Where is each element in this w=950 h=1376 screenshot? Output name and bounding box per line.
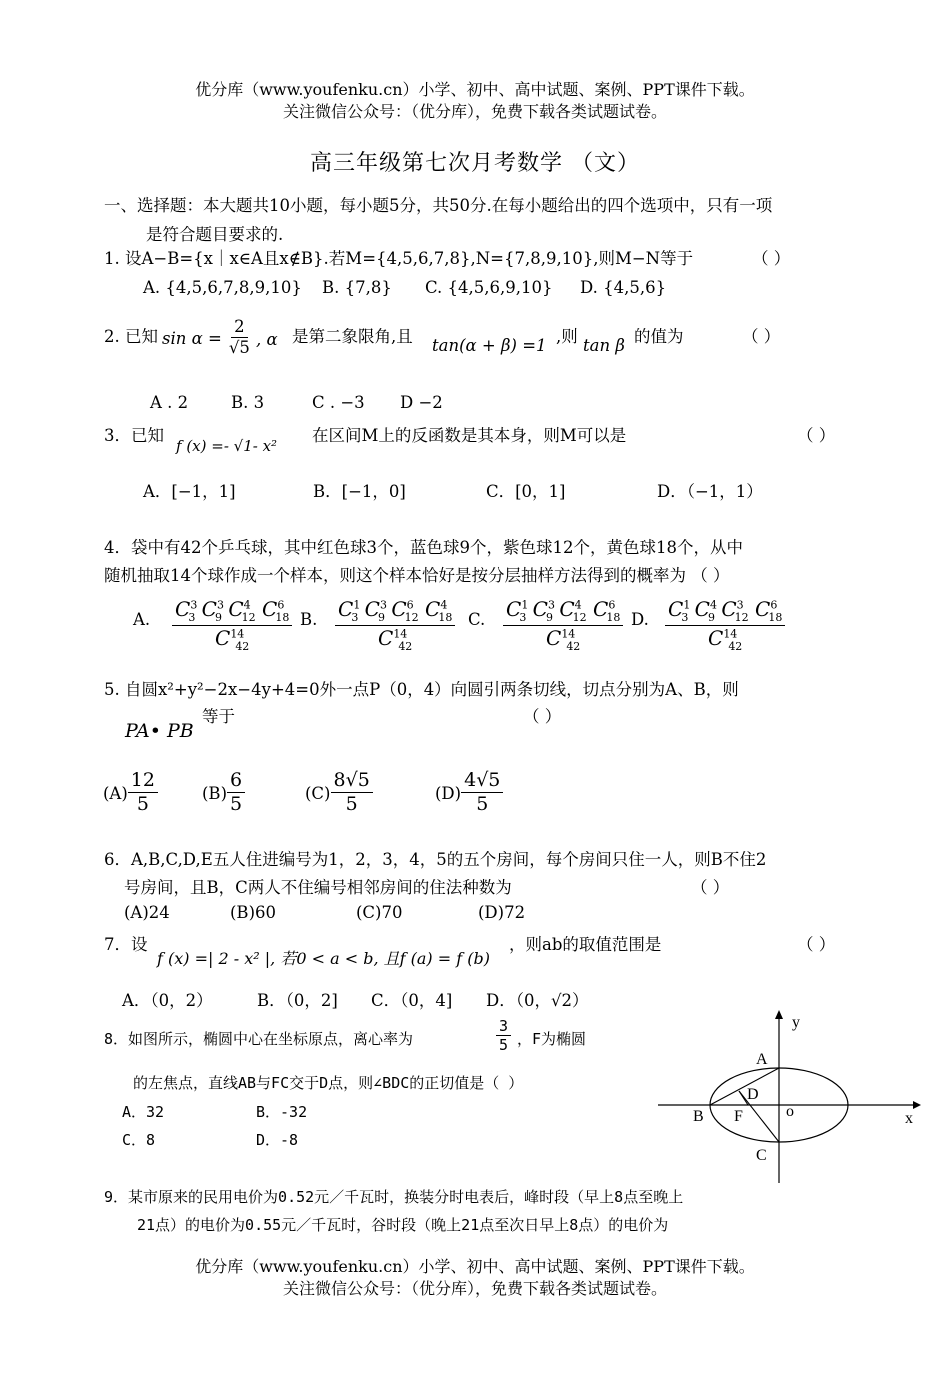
q7-function: f (x) =| 2 - x² |, 若0 < a < b, 且f (a) = f (b) (157, 949, 490, 968)
q8-option-b: B．-32 (256, 1103, 308, 1121)
q3-lead: 3．已知 (104, 426, 164, 445)
q2-bracket: （ ） (742, 327, 781, 346)
q2-option-b: B. 3 (231, 393, 265, 412)
q5-bracket: （ ） (523, 707, 562, 726)
q3-option-d: D．（−1，1） (657, 482, 763, 501)
q1-option-d: D. {4,5,6} (580, 278, 667, 297)
q4-option-b-label: B. (300, 610, 318, 629)
footer-line-1: 优分库（www.youfenku.cn）小学、初中、高中试题、案例、PPT课件下载。 (195, 1257, 755, 1276)
x-axis-arrow-icon (913, 1101, 921, 1109)
q5-option-c-fraction (331, 770, 373, 817)
q8-line-1-lead: 8．如图所示，椭圆中心在坐标原点，离心率为 (104, 1030, 414, 1048)
q5-option-b-label: (B) (202, 783, 227, 803)
fig-label-a: A (756, 1051, 768, 1068)
q9-line-1: 9．某市原来的民用电价为0.52元／千瓦时，换装分时电表后，峰时段（早上8点至晚上 (104, 1188, 684, 1206)
q8-option-a: A．32 (122, 1103, 165, 1121)
q1-stem: 1. 设A−B={x｜x∈A且x∉B}.若M={4,5,6,7,8},N={7,8,9,10},则M−N等于 (104, 249, 694, 268)
q1-bracket: （ ） (752, 249, 791, 268)
q8-line-2: 的左焦点，直线AB与FC交于D点，则∠BDC的正切值是（ ） (133, 1074, 524, 1092)
fig-label-b: B (693, 1108, 704, 1125)
q6-option-b: (B)60 (230, 903, 276, 922)
q3-text: 在区间M上的反函数是其本身，则M可以是 (312, 426, 627, 445)
q6-line-1: 6．A,B,C,D,E五人住进编号为1，2，3，4，5的五个房间，每个房间只住一人，则B不住2 (104, 850, 767, 869)
q5-option-a-label: (A) (103, 783, 128, 803)
q2-fraction (226, 318, 253, 359)
q6-option-c: (C)70 (356, 903, 403, 922)
q8-option-d: D．-8 (256, 1131, 299, 1149)
section-intro-line-2: 是符合题目要求的. (146, 225, 284, 244)
q7-option-d: D．（0，√2） (486, 991, 589, 1010)
q5-vector-product: PA• PB (125, 720, 194, 742)
page-title: 高三年级第七次月考数学 （文） (310, 151, 640, 176)
q2-then: ,则 (556, 327, 578, 346)
q7-option-c: C．（0，4] (371, 991, 453, 1010)
q5-option-d-denominator: 5 (476, 792, 489, 815)
q8-eccentricity-numerator: 3 (496, 1018, 511, 1036)
q4-option-d-label: D. (631, 610, 649, 629)
q3-bracket: （ ） (797, 426, 836, 445)
q2-fraction-numerator: 2 (231, 318, 248, 338)
q5-stem: 5. 自圆x²+y²−2x−4y+4=0外一点P（0，4）向圆引两条切线，切点分别为A、B，则 (104, 680, 739, 699)
q1-option-c: C. {4,5,6,9,10} (425, 278, 553, 297)
q6-option-a: (A)24 (124, 903, 170, 922)
q5-option-d-label: (D) (435, 783, 462, 803)
q5-option-a (103, 770, 158, 817)
header-line-1: 优分库（www.youfenku.cn）小学、初中、高中试题、案例、PPT课件下载。 (195, 80, 755, 99)
q2-option-c: C . −3 (312, 393, 365, 412)
footer-line-2: 关注微信公众号：（优分库），免费下载各类试题试卷。 (282, 1279, 667, 1298)
q4-option-c-fraction: $\frac{C^1_3 C^3_9 C^4_{12} C^6_{18}}{C^{14}_{42}}$ (503, 598, 623, 653)
q5-option-a-numerator: 12 (128, 770, 158, 793)
q7-lead: 7．设 (104, 935, 148, 954)
q4-option-a-fraction: $\frac{C^3_3 C^3_9 C^4_{12} C^6_{18}}{C^{14}_{42}}$ (172, 598, 292, 653)
q7-bracket: （ ） (797, 935, 836, 954)
q4-option-c-label: C. (468, 610, 486, 629)
q5-option-d (435, 770, 503, 817)
header-line-2: 关注微信公众号：（优分库），免费下载各类试题试卷。 (282, 102, 667, 121)
q2-sin-formula (162, 318, 253, 359)
section-intro-line-1: 一、选择题：本大题共10小题，每小题5分，共50分.在每小题给出的四个选项中，只有一项 (104, 196, 773, 215)
q5-option-d-fraction (461, 770, 503, 817)
line-fc (739, 1091, 779, 1142)
q3-option-a: A．[−1，1] (143, 482, 236, 501)
q8-eccentricity-denominator: 5 (499, 1036, 509, 1055)
q1-option-a: A. {4,5,6,7,8,9,10} (143, 278, 302, 297)
fig-label-c: C (756, 1147, 767, 1164)
fig-label-y: y (792, 1014, 800, 1031)
q1-option-b: B. {7,8} (322, 278, 392, 297)
fig-label-o: o (786, 1103, 794, 1120)
q4-option-d-fraction: $\frac{C^1_3 C^4_9 C^3_{12} C^6_{18}}{C^{14}_{42}}$ (665, 598, 785, 653)
q6-line-2: 号房间，且B，C两人不住编号相邻房间的住法种数为 (124, 878, 512, 897)
q2-sin-label: sin α = (162, 328, 222, 348)
q5-option-b-denominator: 5 (230, 792, 243, 815)
q3-function: f (x) =- √1- x² (176, 437, 278, 455)
fig-label-x: x (905, 1110, 913, 1127)
fig-label-d: D (747, 1086, 759, 1103)
q5-option-a-denominator: 5 (136, 792, 149, 815)
q6-option-d: (D)72 (478, 903, 526, 922)
q8-ellipse-figure (655, 1005, 925, 1185)
q5-option-c-label: (C) (305, 783, 331, 803)
q5-option-b (202, 770, 245, 817)
q8-option-c: C．8 (122, 1131, 156, 1149)
q2-alpha: , α (256, 330, 278, 349)
q2-fraction-denominator: √5 (228, 337, 250, 357)
y-axis-arrow-icon (775, 1010, 783, 1019)
q2-option-d: D −2 (400, 393, 443, 412)
q3-option-c: C．[0，1] (486, 482, 566, 501)
q4-option-b-fraction: $\frac{C^1_3 C^3_9 C^6_{12} C^4_{18}}{C^{14}_{42}}$ (335, 598, 455, 653)
q6-bracket: （ ） (691, 878, 730, 897)
q3-option-b: B．[−1，0] (313, 482, 406, 501)
q2-option-a: A . 2 (150, 393, 189, 412)
q5-option-b-numerator: 6 (227, 770, 245, 793)
fig-label-f: F (734, 1108, 743, 1125)
q8-line-1-tail: ，F为椭圆 (517, 1030, 587, 1048)
q2-tan-beta: tan β (583, 336, 625, 355)
q2-value-of: 的值为 (634, 327, 684, 346)
q7-option-b: B．（0，2] (257, 991, 338, 1010)
q4-line-1: 4．袋中有42个乒乓球，其中红色球3个，蓝色球9个，紫色球12个，黄色球18个，从中 (104, 538, 743, 557)
q4-line-2: 随机抽取14个球作成一个样本，则这个样本恰好是按分层抽样方法得到的概率为 （ ） (104, 566, 730, 585)
q5-option-c-numerator: 8√5 (331, 770, 373, 793)
q9-line-2: 21点）的电价为0.55元／千瓦时，谷时段（晚上21点至次日早上8点）的电价为 (137, 1216, 669, 1234)
q4-option-a-label: A. (133, 610, 151, 629)
q7-text: ，则ab的取值范围是 (509, 935, 662, 954)
q5-option-c (305, 770, 373, 817)
q5-option-c-denominator: 5 (345, 792, 358, 815)
q5-option-a-fraction (128, 770, 158, 817)
q2-tan-formula: tan(α + β) =1 (432, 336, 547, 355)
q2-text-quadrant: 是第二象限角,且 (292, 327, 413, 346)
q5-dengyu: 等于 (202, 707, 235, 726)
q7-option-a: A．（0，2） (122, 991, 213, 1010)
q2-lead: 2. 已知 (104, 327, 158, 346)
q5-option-b-fraction (227, 770, 245, 817)
q8-eccentricity (496, 1018, 511, 1055)
q5-option-d-numerator: 4√5 (461, 770, 503, 793)
